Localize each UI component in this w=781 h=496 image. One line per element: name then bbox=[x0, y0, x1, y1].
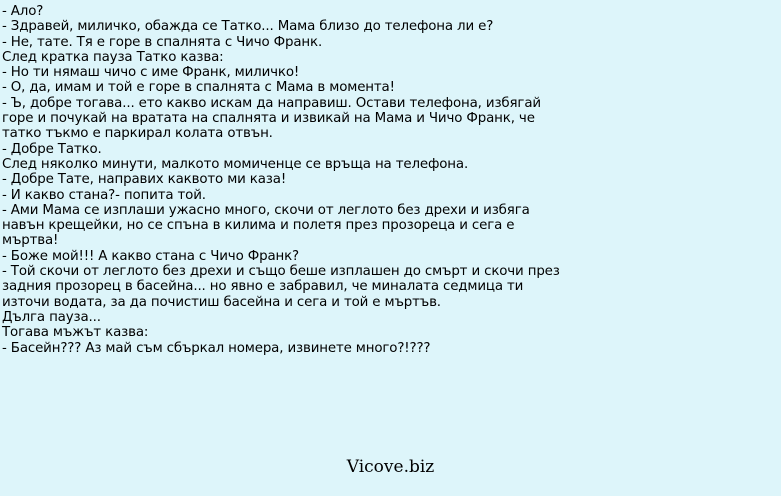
site-footer bbox=[0, 455, 781, 479]
joke-line: - Ами Мама се изплаши ужасно много, скочи от леглото без дрехи и избяга bbox=[2, 202, 530, 218]
joke-line: Дълга пауза... bbox=[2, 309, 101, 325]
joke-line: - Не, тате. Тя е горе в спалнята с Чичо Франк. bbox=[2, 34, 323, 50]
joke-text bbox=[2, 4, 777, 356]
joke-line: - И какво стана?- попита той. bbox=[2, 187, 206, 203]
joke-line: задния прозорец в басейна... но явно е забравил, че миналата седмица ти bbox=[2, 279, 524, 295]
joke-line: - Добре Татко. bbox=[2, 141, 102, 157]
joke-line: - Добре Тате, направих каквото ми каза! bbox=[2, 172, 287, 188]
joke-line: - Здравей, миличко, обажда се Татко... Мама близо до телефона ли е? bbox=[2, 19, 494, 35]
joke-line: навън крещейки, но се спъна в килима и полетя през прозореца и сега е bbox=[2, 218, 515, 234]
joke-line: - Но ти нямаш чичо с име Франк, миличко! bbox=[2, 65, 300, 81]
joke-line: мъртва! bbox=[2, 233, 59, 249]
joke-line: - Басейн??? Аз май съм сбъркал номера, извинете много?!??? bbox=[2, 340, 431, 356]
joke-line: След няколко минути, малкото момиченце се връща на телефона. bbox=[2, 156, 469, 172]
joke-line: горе и почукай на вратата на спалнята и извикай на Мама и Чичо Франк, че bbox=[2, 111, 535, 127]
site-name[interactable]: Vicove.biz bbox=[346, 457, 435, 477]
joke-line: - Боже мой!!! А какво стана с Чичо Франк? bbox=[2, 248, 300, 264]
joke-line: Тогава мъжът казва: bbox=[2, 325, 149, 341]
joke-line: - Ъ, добре тогава... ето какво искам да направиш. Остави телефона, избягай bbox=[2, 95, 541, 111]
joke-line: - О, да, имам и той е горе в спалнята с Мама в момента! bbox=[2, 80, 395, 96]
joke-line: татко тъкмо е паркирал колата отвън. bbox=[2, 126, 273, 142]
joke-line: След кратка пауза Татко казва: bbox=[2, 49, 224, 65]
joke-line: - Ало? bbox=[2, 4, 44, 19]
joke-line: източи водата, за да почистиш басейна и сега и той е мъртъв. bbox=[2, 294, 441, 310]
joke-line: - Той скочи от леглото без дрехи и също беше изплашен до смърт и скочи през bbox=[2, 264, 560, 280]
